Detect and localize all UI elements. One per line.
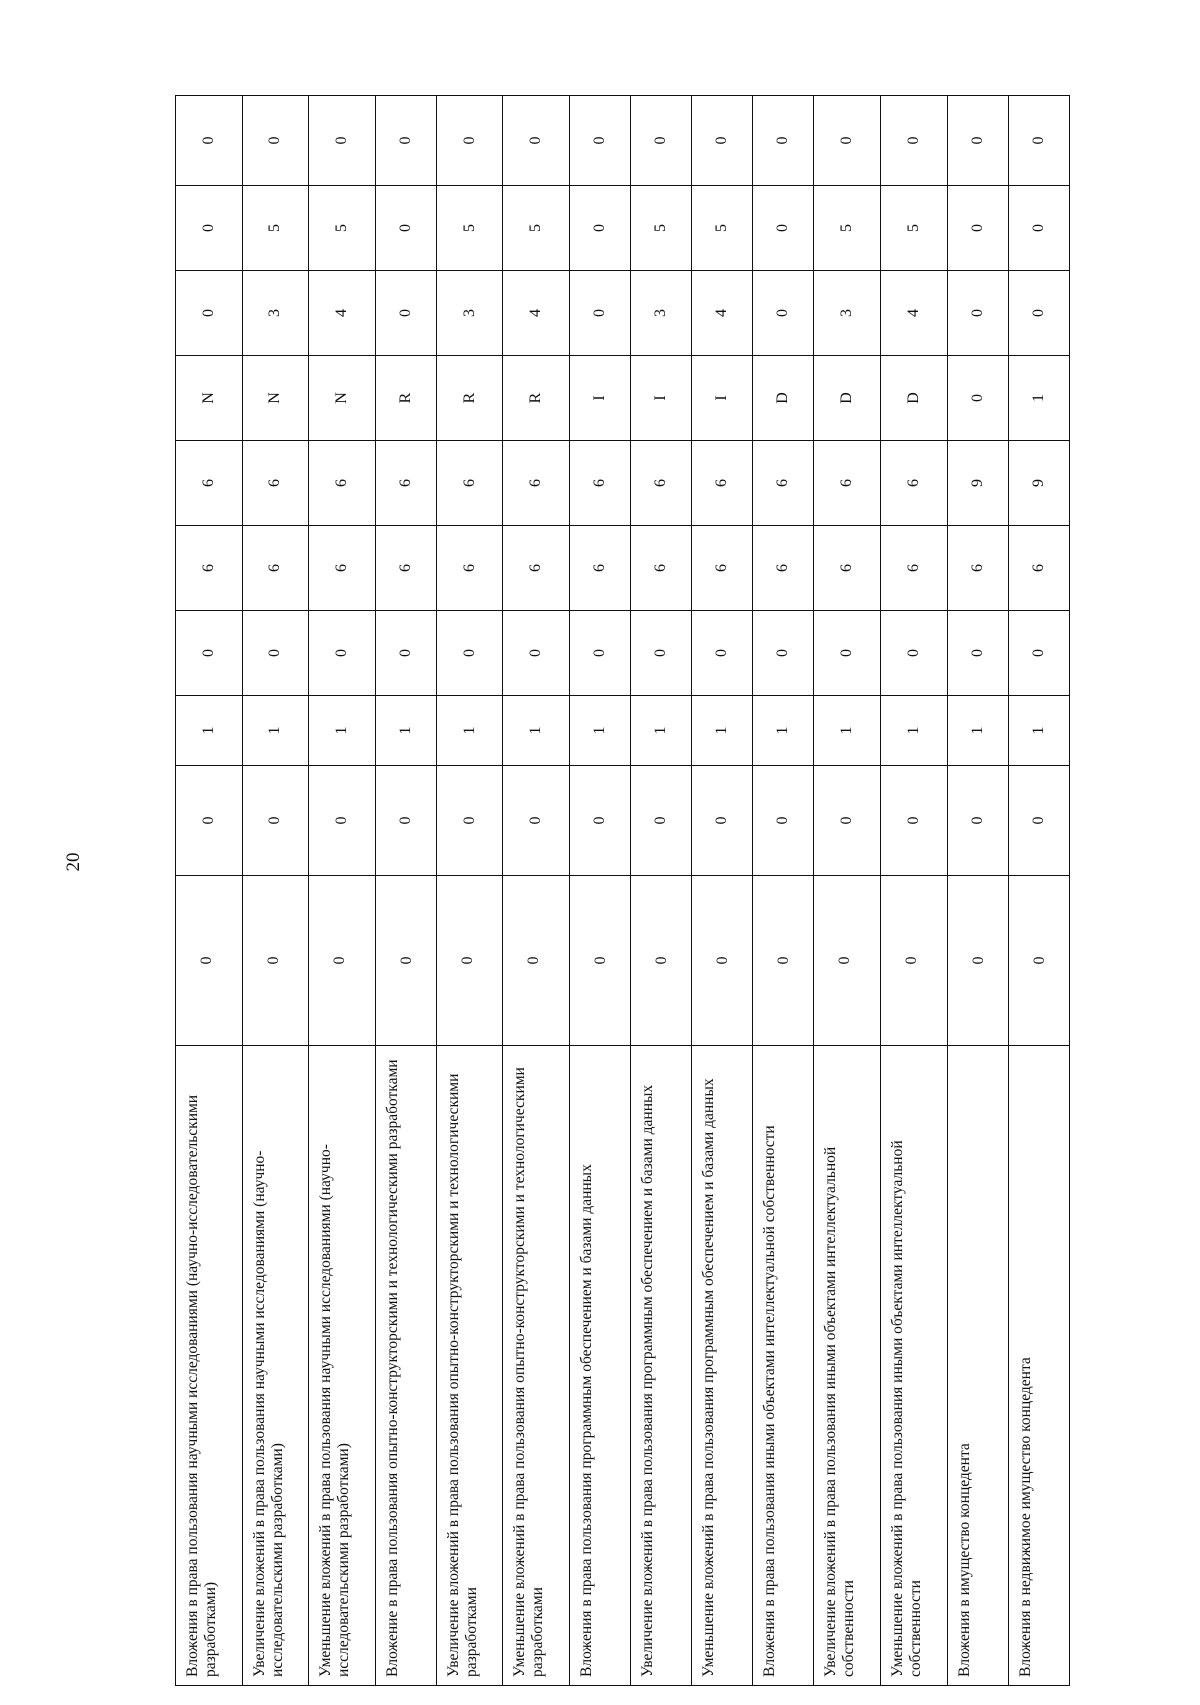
code-cell: 0: [947, 96, 1008, 186]
table-row: [692, 96, 753, 1686]
code-cell: 0: [1008, 611, 1069, 696]
table-row: [569, 96, 630, 1686]
code-cell: 5: [692, 186, 753, 271]
code-cell: 1: [242, 696, 309, 766]
row-name-cell: Уменьшение вложений в права пользования программным обеспечением и базами данных: [692, 1046, 753, 1686]
code-cell: 0: [176, 766, 243, 876]
code-cell: 0: [753, 766, 814, 876]
code-cell: 6: [753, 441, 814, 526]
code-cell: 0: [631, 96, 692, 186]
code-cell: 0: [1008, 186, 1069, 271]
code-cell: 6: [503, 526, 570, 611]
code-cell: 0: [692, 876, 753, 1046]
row-name-cell: Вложение в права пользования опытно-конструкторскими и технологическими разработками: [375, 1046, 436, 1686]
code-cell: 6: [814, 526, 881, 611]
code-cell: 1: [375, 696, 436, 766]
code-cell: 0: [569, 96, 630, 186]
code-cell: 0: [881, 611, 948, 696]
code-cell: R: [503, 356, 570, 441]
code-cell: 0: [814, 96, 881, 186]
code-cell: 0: [375, 186, 436, 271]
row-name-cell: Вложения в права пользования иными объектами интеллектуальной собственности: [753, 1046, 814, 1686]
code-cell: 6: [881, 526, 948, 611]
code-cell: 9: [947, 441, 1008, 526]
code-cell: 6: [176, 526, 243, 611]
row-name-cell: Увеличение вложений в права пользования программным обеспечением и базами данных: [631, 1046, 692, 1686]
code-cell: 6: [692, 441, 753, 526]
code-cell: R: [375, 356, 436, 441]
table-row: [176, 96, 243, 1686]
table-row: [631, 96, 692, 1686]
code-cell: 0: [753, 186, 814, 271]
code-cell: 0: [881, 876, 948, 1046]
code-cell: 5: [436, 186, 503, 271]
code-cell: 6: [309, 441, 376, 526]
code-cell: 0: [309, 611, 376, 696]
code-cell: 4: [309, 271, 376, 356]
code-cell: 0: [881, 96, 948, 186]
code-cell: 6: [753, 526, 814, 611]
code-cell: 0: [569, 611, 630, 696]
code-cell: 0: [309, 766, 376, 876]
code-cell: 0: [692, 766, 753, 876]
table-row: [947, 96, 1008, 1686]
code-cell: 6: [569, 526, 630, 611]
code-cell: 6: [947, 526, 1008, 611]
code-cell: 6: [436, 526, 503, 611]
code-cell: 6: [631, 441, 692, 526]
code-cell: 3: [436, 271, 503, 356]
table-row: [242, 96, 309, 1686]
code-cell: 0: [503, 766, 570, 876]
table-row: [881, 96, 948, 1686]
code-cell: 0: [375, 271, 436, 356]
accounts-table: [175, 95, 1070, 1686]
code-cell: 0: [947, 611, 1008, 696]
code-cell: 5: [242, 186, 309, 271]
code-cell: 0: [631, 766, 692, 876]
code-cell: 1: [753, 696, 814, 766]
code-cell: D: [753, 356, 814, 441]
code-cell: 6: [375, 526, 436, 611]
code-cell: 0: [436, 96, 503, 186]
table-row: [503, 96, 570, 1686]
code-cell: 1: [814, 696, 881, 766]
code-cell: 1: [176, 696, 243, 766]
code-cell: 0: [436, 766, 503, 876]
code-cell: 0: [631, 611, 692, 696]
code-cell: I: [692, 356, 753, 441]
code-cell: 0: [375, 876, 436, 1046]
code-cell: D: [814, 356, 881, 441]
code-cell: 0: [1008, 96, 1069, 186]
code-cell: 0: [436, 876, 503, 1046]
code-cell: 0: [242, 96, 309, 186]
code-cell: 0: [1008, 766, 1069, 876]
code-cell: 6: [375, 441, 436, 526]
table-row: [436, 96, 503, 1686]
code-cell: 6: [242, 526, 309, 611]
code-cell: 0: [947, 876, 1008, 1046]
row-name-cell: Вложения в недвижимое имущество концедента: [1008, 1046, 1069, 1686]
code-cell: 0: [242, 876, 309, 1046]
row-name-cell: Вложения в имущество концедента: [947, 1046, 1008, 1686]
code-cell: 6: [436, 441, 503, 526]
code-cell: 0: [309, 96, 376, 186]
code-cell: 1: [569, 696, 630, 766]
code-cell: 1: [1008, 696, 1069, 766]
code-cell: 6: [692, 526, 753, 611]
row-name-cell: Уменьшение вложений в права пользования иными объектами интеллектуальной собственности: [881, 1046, 948, 1686]
table-row: [753, 96, 814, 1686]
code-cell: 1: [947, 696, 1008, 766]
code-cell: 0: [947, 271, 1008, 356]
code-cell: 5: [814, 186, 881, 271]
code-cell: 0: [569, 876, 630, 1046]
row-name-cell: Вложения в права пользования научными исследованиями (научно-исследовательскими разработками): [176, 1046, 243, 1686]
code-cell: 0: [375, 96, 436, 186]
code-cell: 0: [436, 611, 503, 696]
table-row: [375, 96, 436, 1686]
code-cell: 6: [569, 441, 630, 526]
code-cell: 0: [753, 876, 814, 1046]
code-cell: 0: [569, 766, 630, 876]
code-cell: 0: [242, 611, 309, 696]
code-cell: 0: [1008, 271, 1069, 356]
code-cell: 6: [1008, 526, 1069, 611]
table-row: [814, 96, 881, 1686]
table-row: [309, 96, 376, 1686]
row-name-cell: Уменьшение вложений в права пользования опытно-конструкторскими и технологическими разработками: [503, 1046, 570, 1686]
code-cell: 0: [242, 766, 309, 876]
code-cell: N: [309, 356, 376, 441]
row-name-cell: Уменьшение вложений в права пользования научными исследованиями (научно-исследовательскими разработками): [309, 1046, 376, 1686]
code-cell: 0: [881, 766, 948, 876]
code-cell: 0: [176, 96, 243, 186]
table-body: [176, 96, 1070, 1686]
code-cell: 3: [242, 271, 309, 356]
code-cell: R: [436, 356, 503, 441]
code-cell: 0: [503, 96, 570, 186]
code-cell: 5: [631, 186, 692, 271]
code-cell: 1: [436, 696, 503, 766]
code-cell: 0: [753, 271, 814, 356]
code-cell: 1: [692, 696, 753, 766]
row-name-cell: Увеличение вложений в права пользования иными объектами интеллектуальной собственности: [814, 1046, 881, 1686]
code-cell: 0: [569, 186, 630, 271]
row-name-cell: Вложения в права пользования программным обеспечением и базами данных: [569, 1046, 630, 1686]
code-cell: 0: [309, 876, 376, 1046]
row-name-cell: Увеличение вложений в права пользования опытно-конструкторскими и технологическими разработками: [436, 1046, 503, 1686]
code-cell: 5: [309, 186, 376, 271]
code-cell: 4: [881, 271, 948, 356]
code-cell: 0: [753, 611, 814, 696]
code-cell: 5: [503, 186, 570, 271]
code-cell: 0: [569, 271, 630, 356]
table-row: [1008, 96, 1069, 1686]
code-cell: I: [631, 356, 692, 441]
code-cell: 1: [881, 696, 948, 766]
code-cell: 3: [631, 271, 692, 356]
code-cell: 0: [814, 876, 881, 1046]
code-cell: N: [242, 356, 309, 441]
table-container: [175, 96, 1070, 1686]
code-cell: 0: [753, 96, 814, 186]
code-cell: 0: [692, 611, 753, 696]
code-cell: I: [569, 356, 630, 441]
code-cell: 0: [176, 271, 243, 356]
code-cell: 6: [242, 441, 309, 526]
code-cell: 1: [631, 696, 692, 766]
code-cell: 0: [503, 611, 570, 696]
code-cell: 6: [309, 526, 376, 611]
code-cell: 9: [1008, 441, 1069, 526]
code-cell: 5: [881, 186, 948, 271]
code-cell: 6: [176, 441, 243, 526]
code-cell: 4: [503, 271, 570, 356]
code-cell: D: [881, 356, 948, 441]
code-cell: 0: [503, 876, 570, 1046]
code-cell: 0: [176, 186, 243, 271]
code-cell: N: [176, 356, 243, 441]
code-cell: 6: [814, 441, 881, 526]
code-cell: 0: [947, 766, 1008, 876]
row-name-cell: Увеличение вложений в права пользования научными исследованиями (научно-исследовательскими разработками): [242, 1046, 309, 1686]
page-number: 20: [63, 852, 84, 872]
code-cell: 0: [375, 766, 436, 876]
code-cell: 0: [814, 766, 881, 876]
code-cell: 0: [814, 611, 881, 696]
code-cell: 0: [947, 186, 1008, 271]
code-cell: 1: [309, 696, 376, 766]
code-cell: 4: [692, 271, 753, 356]
code-cell: 0: [692, 96, 753, 186]
code-cell: 0: [1008, 876, 1069, 1046]
code-cell: 0: [176, 611, 243, 696]
code-cell: 1: [1008, 356, 1069, 441]
code-cell: 1: [503, 696, 570, 766]
code-cell: 6: [503, 441, 570, 526]
code-cell: 0: [631, 876, 692, 1046]
code-cell: 6: [881, 441, 948, 526]
code-cell: 0: [947, 356, 1008, 441]
code-cell: 3: [814, 271, 881, 356]
code-cell: 0: [176, 876, 243, 1046]
code-cell: 6: [631, 526, 692, 611]
code-cell: 0: [375, 611, 436, 696]
